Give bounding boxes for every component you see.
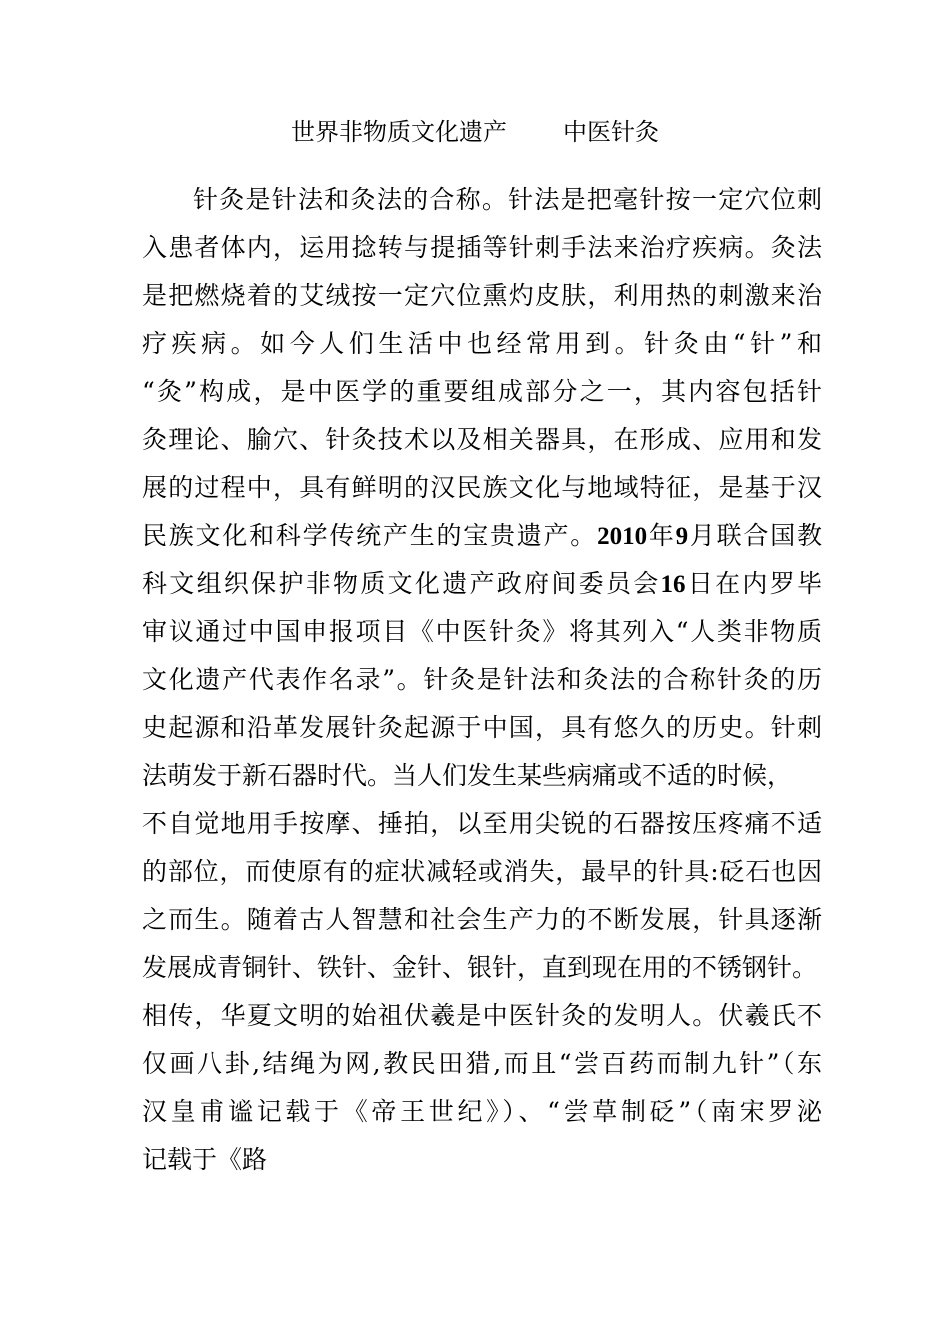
paragraph-line: 疗疾病。如今人们生活中也经常用到。针灸由“针”和 [142,329,822,358]
paragraph-line: 史起源和沿革发展针灸起源于中国，具有悠久的历史。针刺 [142,713,822,742]
paragraph-line: 针灸是针法和灸法的合称。针法是把毫针按一定穴位刺 [193,185,822,214]
paragraph-line: 记载于《路 [142,1145,268,1174]
paragraph-line: 仅画八卦,结绳为网,教民田猎,而且“尝百药而制九针”（东 [142,1049,822,1078]
paragraph-line: 民族文化和科学传统产生的宝贵遗产。2010年9月联合国教 [142,521,822,550]
document-title [0,116,950,148]
paragraph-line: 法萌发于新石器时代。当人们发生某些病痛或不适的时候， [142,761,793,790]
paragraph-line: 之而生。随着古人智慧和社会生产力的不断发展，针具逐渐 [142,905,822,934]
paragraph-line: 文化遗产代表作名录”。针灸是针法和灸法的合称针灸的历 [142,665,822,694]
paragraph-line: 审议通过中国申报项目《中医针灸》将其列入“人类非物质 [142,617,822,646]
paragraph-line: 是把燃烧着的艾绒按一定穴位熏灼皮肤，利用热的刺激来治 [142,281,822,310]
paragraph-line: 相传，华夏文明的始祖伏羲是中医针灸的发明人。伏羲氏不 [142,1001,822,1030]
paragraph-line: 灸理论、腧穴、针灸技术以及相关器具，在形成、应用和发 [142,425,822,454]
paragraph-line: 科文组织保护非物质文化遗产政府间委员会16日在内罗毕 [142,569,822,598]
paragraph-line: 的部位，而使原有的症状减轻或消失，最早的针具:砭石也因 [142,857,822,886]
title-left: 世界非物质文化遗产 [291,118,507,146]
document-body [142,176,822,1184]
paragraph-line: 入患者体内，运用捻转与提插等针刺手法来治疗疾病。灸法 [142,233,822,262]
title-right: 中医针灸 [563,118,659,146]
paragraph-line: 发展成青铜针、铁针、金针、银针，直到现在用的不锈钢针。 [142,953,818,982]
paragraph-line: “灸”构成，是中医学的重要组成部分之一，其内容包括针 [142,377,822,406]
paragraph-line: 汉皇甫谧记载于《帝王世纪》）、“尝草制砭”（南宋罗泌 [142,1097,822,1126]
paragraph-line: 展的过程中，具有鲜明的汉民族文化与地域特征，是基于汉 [142,473,822,502]
paragraph-line: 不自觉地用手按摩、捶拍，以至用尖锐的石器按压疼痛不适 [142,809,822,838]
